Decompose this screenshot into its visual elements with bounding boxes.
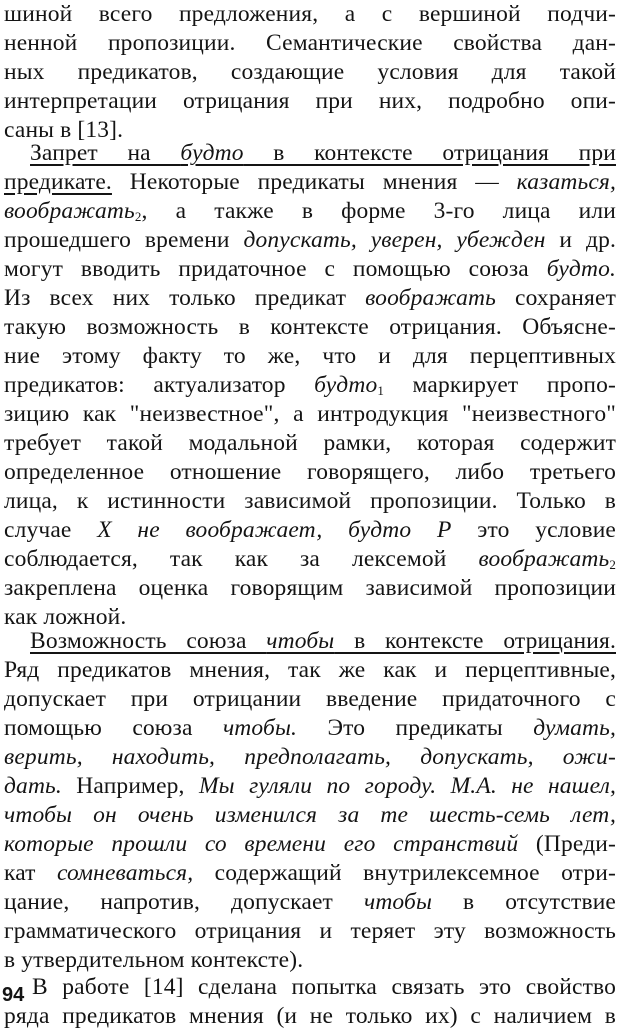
text-line: ненной пропозиции. Семантические свойства дан- [4,30,616,56]
text-line: Из всех них только предикат воображать сохраняет [4,285,616,311]
page-number: 94 [2,984,25,1006]
text-line: шиной всего предложения, а с вершиной подчи- [4,1,616,27]
text-line: чтобы он очень изменился за те шесть-семь лет, [4,802,616,828]
text-line: ряда предикатов мнения (и не только их) с наличием в [4,1003,616,1029]
text-line: верить, находить, предполагать, допускать, ожи- [4,744,616,770]
text-line: саны в [13]. [4,117,124,143]
text-line: Ряд предикатов мнения, так же как и перцептивные, [4,657,616,683]
text-line: могут вводить придаточное с помощью союза будто. [4,256,616,282]
section-heading: Запрет на будто в контексте отрицания при [30,140,616,166]
text-line: закреплена оценка говорящим зависимой пропозиции [4,575,616,601]
text-line: в утвердительном контексте). [4,947,304,973]
text-line: воображать$_2$, а также в форме 3-го лица или [4,198,616,224]
section-heading: Возможность союза чтобы в контексте отрицания. [30,628,616,654]
text-line: прошедшего времени допускать, уверен, убежден и др. [4,227,616,253]
text-line: дать. Например, Мы гуляли по городу. М.А. не нашел, [4,773,616,799]
text-line: интерпретации отрицания при них, подробно опи- [4,88,616,114]
text-line: соблюдается, так как за лексемой воображать$_2$ [4,546,616,572]
text-line: грамматического отрицания и теряет эту возможность [4,918,616,944]
text-line: зицию как "неизвестное", а интродукция "неизвестного" [4,401,616,427]
text-line: предикатов: актуализатор будто$_1$ маркирует пропо- [4,372,616,398]
text-line: цание, напротив, допускает чтобы в отсутствие [4,889,616,915]
text-line: определенное отношение говорящего, либо третьего [4,459,616,485]
text-line: как ложной. [4,604,127,630]
text-line: ных предикатов, создающие условия для такой [4,59,616,85]
text-line: требует такой модальной рамки, которая содержит [4,430,616,456]
text-line: ние этому факту то же, что и для перцептивных [4,343,616,369]
text-line: В работе [14] сделана попытка связать это свойство [32,974,616,1000]
text-line: которые прошли со времени его странствий (Преди- [4,831,617,857]
text-line: кат сомневаться, содержащий внутрилексемное отри- [4,860,616,886]
text-line: помощью союза чтобы. Это предикаты думать, [4,715,616,741]
text-line: допускает при отрицании введение придаточного с [4,686,616,712]
text-line: предикате. Некоторые предикаты мнения — казаться, [4,169,616,195]
text-line: лица, к истинности зависимой пропозиции. Только в [4,488,616,514]
text-line: случае X не воображает, будто P это условие [4,517,617,543]
text-line: такую возможность в контексте отрицания. Объясне- [4,314,616,340]
